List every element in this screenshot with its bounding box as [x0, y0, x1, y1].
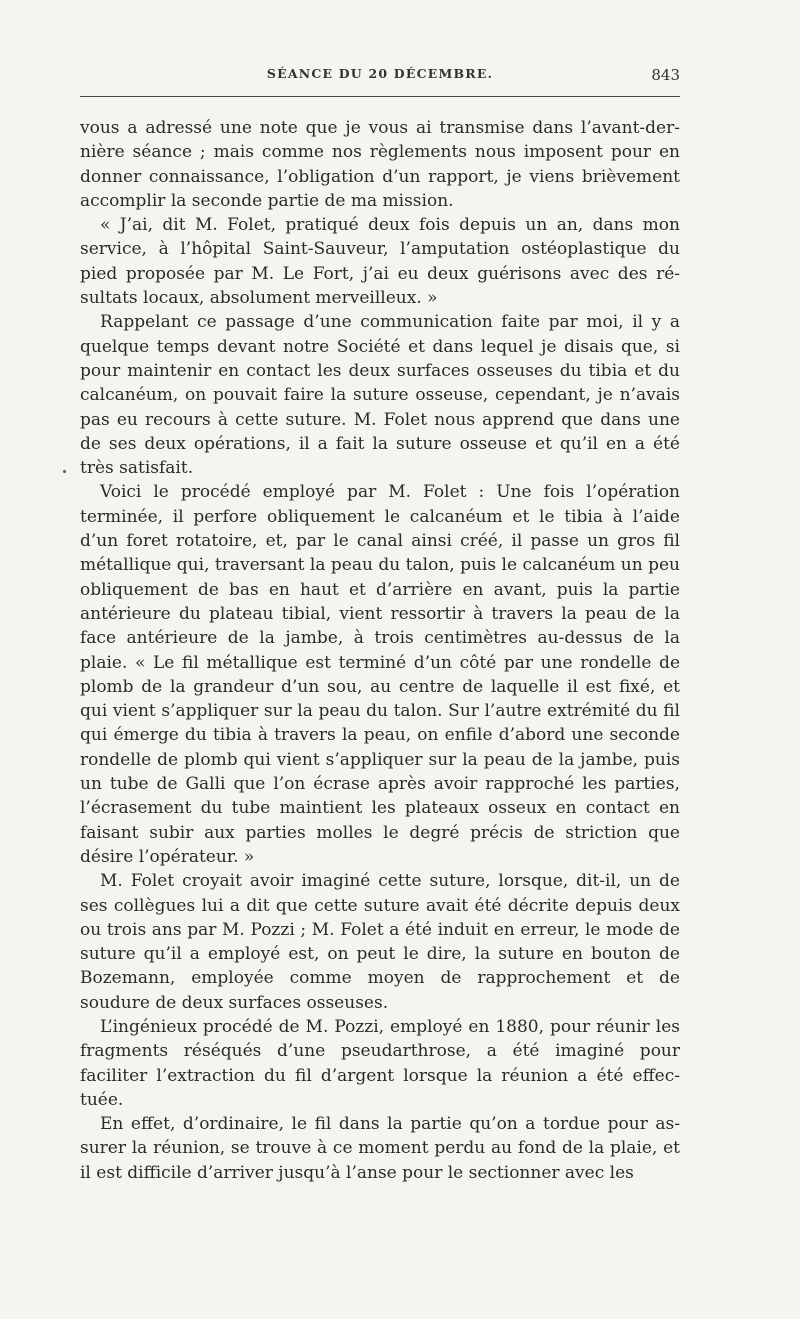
- paragraph-rappelant: Rappelant ce passage d’une communication faite par moi, il y a quelque temps devant notre Société et dans lequel je disais que, si pour maintenir en contact les deux surfaces osseuses du tibia et du calcanéum, on pouvait faire la suture osseuse, cependant, je n’avais pas eu recours à cette suture. M. Folet nous apprend que dans une de ses deux opérations, il a fait la suture osseuse et qu’il en a été très satisfait.: [80, 312, 680, 479]
- paragraph-folet-suture: M. Folet croyait avoir imaginé cette suture, lorsque, dit-il, un de ses collègues lui a dit que cette suture avait été décrite depuis deux ou trois ans par M. Pozzi ; M. Folet a été induit en erreur, le mode de suture qu’il a employé est, on peut le dire, la suture en bouton de Bozemann, employée comme moyen de rapprochement et de soudure de deux surfaces osseuses.: [80, 871, 680, 1013]
- paragraph-en-effet: En effet, d’ordinaire, le fil dans la partie qu’on a tordue pour assurer la réunion, se trouve à ce moment perdu au fond de la plaie, et il est difficile d’arriver jusqu’à l’anse pour le sectionner avec les: [80, 1114, 680, 1183]
- running-head: [80, 66, 680, 86]
- paragraph-folet-quote: « J’ai, dit M. Folet, pratiqué deux fois depuis un an, dans mon service, à l’hôpital Saint-Sauveur, l’amputation ostéoplastique du pied proposée par M. Le Fort, j’ai eu deux guérisons avec des résultats locaux, absolument merveilleux. »: [80, 215, 680, 309]
- page-number: 843: [651, 66, 680, 84]
- print-speck: [63, 470, 66, 473]
- paragraph-pozzi-procedure: L’ingénieux procédé de M. Pozzi, employé en 1880, pour réunir les fragments réséqués d’une pseudarthrose, a été imaginé pour faciliter l’extraction du fil d’argent lorsque la réunion a été effectuée.: [80, 1016, 680, 1110]
- body-text: [80, 116, 680, 1185]
- running-title: SÉANCE DU 20 DÉCEMBRE.: [266, 66, 494, 81]
- header-rule: [80, 96, 680, 97]
- paragraph-procedure: Voici le procédé employé par M. Folet : Une fois l’opération terminée, il perfore obliquement le calcanéum et le tibia à l’aide d’un foret rotatoire, et, par le canal ainsi créé, il passe un gros fil métallique qui, traversant la peau du talon, puis le calcanéum un peu obliquement de bas en haut et d’arrière en avant, puis la partie antérieure du plateau tibial, vient ressortir à travers la peau de la face antérieure de la jambe, à trois centimètres au-dessus de la plaie. « Le fil métallique est terminé d’un côté par une rondelle de plomb de la grandeur d’un sou, au centre de laquelle il est fixé, et qui vient s’appliquer sur la peau du talon. Sur l’autre extrémité du fil qui émerge du tibia à travers la peau, on enfile d’abord une seconde rondelle de plomb qui vient s’appliquer sur la peau de la jambe, puis un tube de Galli que l’on écrase après avoir rapproché les parties, l’écrasement du tube maintient les plateaux osseux en contact en faisant subir aux parties molles le degré précis de striction que désire l’opérateur. »: [80, 482, 680, 867]
- paragraph-continuation: vous a adressé une note que je vous ai transmise dans l’avant-dernière séance ; mais comme nos règlements nous imposent pour en donner connaissance, l’obligation d’un rapport, je viens brièvement accomplir la seconde partie de ma mission.: [80, 118, 680, 211]
